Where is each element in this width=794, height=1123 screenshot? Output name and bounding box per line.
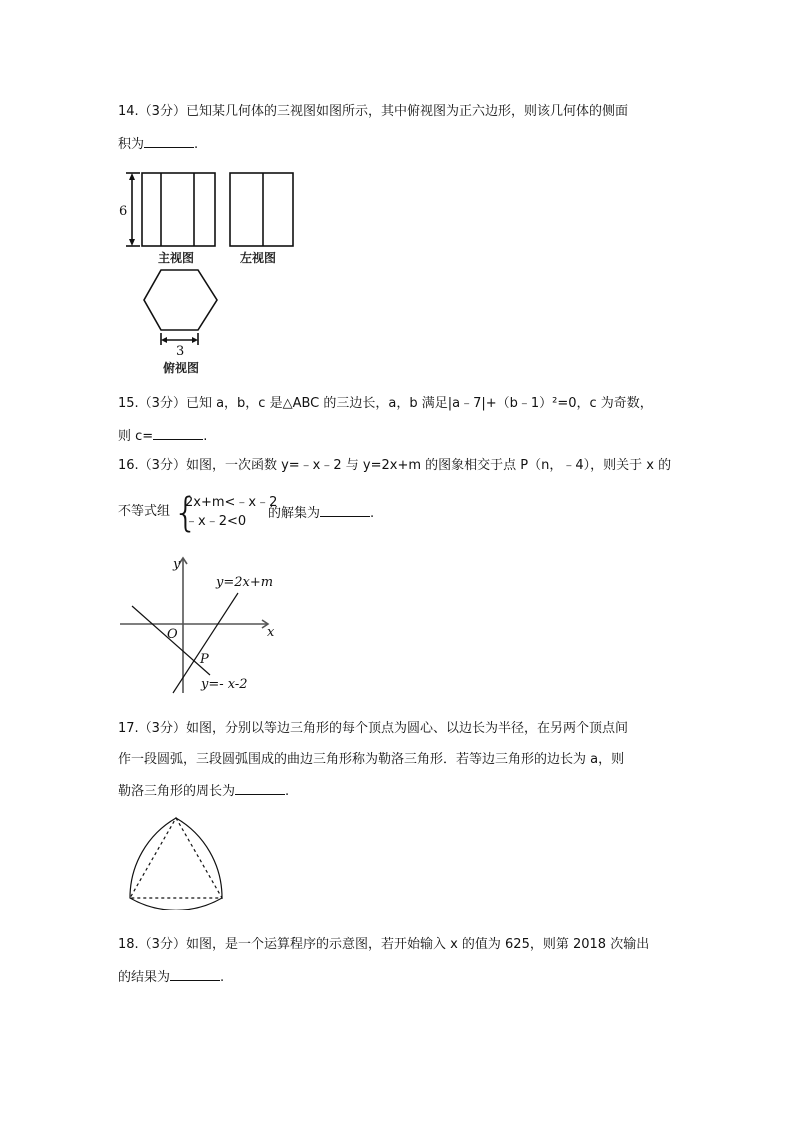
q18-prefix: 的结果为 (118, 970, 171, 985)
q16-prefix: 不等式组 (118, 504, 171, 519)
q16-suffix (268, 504, 374, 522)
line1-label: y=2x+m (216, 575, 274, 590)
reuleaux-arcs (130, 818, 222, 910)
q18-text-line2 (118, 968, 224, 986)
q18-text-line1: 18.（3分）如图，是一个运算程序的示意图，若开始输入 x 的值为 625，则第 2018 次输出 (118, 937, 650, 952)
q17-text-line1: 17.（3分）如图，分别以等边三角形的每个顶点为圆心、以边长为半径，在另两个顶点间 (118, 721, 628, 736)
answer-blank (153, 427, 203, 440)
q17-prefix: 勒洛三角形的周长为 (118, 784, 236, 799)
inequality-2: ﹣x﹣2<0 (185, 514, 247, 529)
q16-suffix-text: 的解集为 (268, 506, 321, 521)
front-view-rect (142, 173, 215, 246)
left-view-rect (230, 173, 293, 246)
side-label: 3 (176, 344, 185, 359)
inequality-system (185, 493, 277, 531)
q17-text-line2: 作一段圆弧，三段圆弧围成的曲边三角形称为勒洛三角形．若等边三角形的边长为 a，则 (118, 752, 625, 767)
answer-blank (320, 504, 370, 517)
answer-blank (235, 782, 285, 795)
q14-end: . (194, 137, 199, 152)
reuleaux-triangle-figure (0, 800, 300, 910)
equilateral-triangle (130, 818, 222, 898)
inequality-1: 2x+m<﹣x﹣2 (185, 495, 278, 510)
left-view-label: 左视图 (240, 251, 277, 265)
origin-label: O (167, 627, 178, 642)
linear-functions-graph (0, 540, 300, 705)
top-view-label: 俯视图 (163, 361, 200, 375)
q15-text-line1: 15.（3分）已知 a，b，c 是△ABC 的三边长，a，b 满足|a﹣7|+（b﹣1）²=0，c 为奇数， (118, 396, 653, 411)
x-axis-label: x (267, 625, 275, 640)
point-p-label: P (200, 652, 209, 667)
q16-text-line1: 16.（3分）如图，一次函数 y=﹣x﹣2 与 y=2x+m 的图象相交于点 P（n，﹣4），则关于 x 的 (118, 458, 672, 473)
height-label: 6 (119, 204, 128, 219)
q17-end: . (285, 784, 290, 799)
q15-text-line2 (118, 427, 207, 445)
line2-label: y=- x-2 (201, 677, 248, 692)
front-view-label: 主视图 (158, 251, 195, 265)
q15-prefix: 则 c= (118, 429, 154, 444)
q16-end: . (370, 506, 375, 521)
q15-end: . (203, 429, 208, 444)
q14-prefix: 积为 (118, 137, 145, 152)
three-view-figure (0, 0, 794, 400)
q14-text-line1: 14.（3分）已知某几何体的三视图如图所示，其中俯视图为正六边形，则该几何体的侧面 (118, 104, 628, 119)
q18-end: . (220, 970, 225, 985)
hexagon-top-view (144, 270, 217, 330)
y-axis-label: y (173, 557, 181, 572)
q17-text-line3 (118, 782, 289, 800)
brace: { (173, 490, 199, 536)
answer-blank (170, 968, 220, 981)
